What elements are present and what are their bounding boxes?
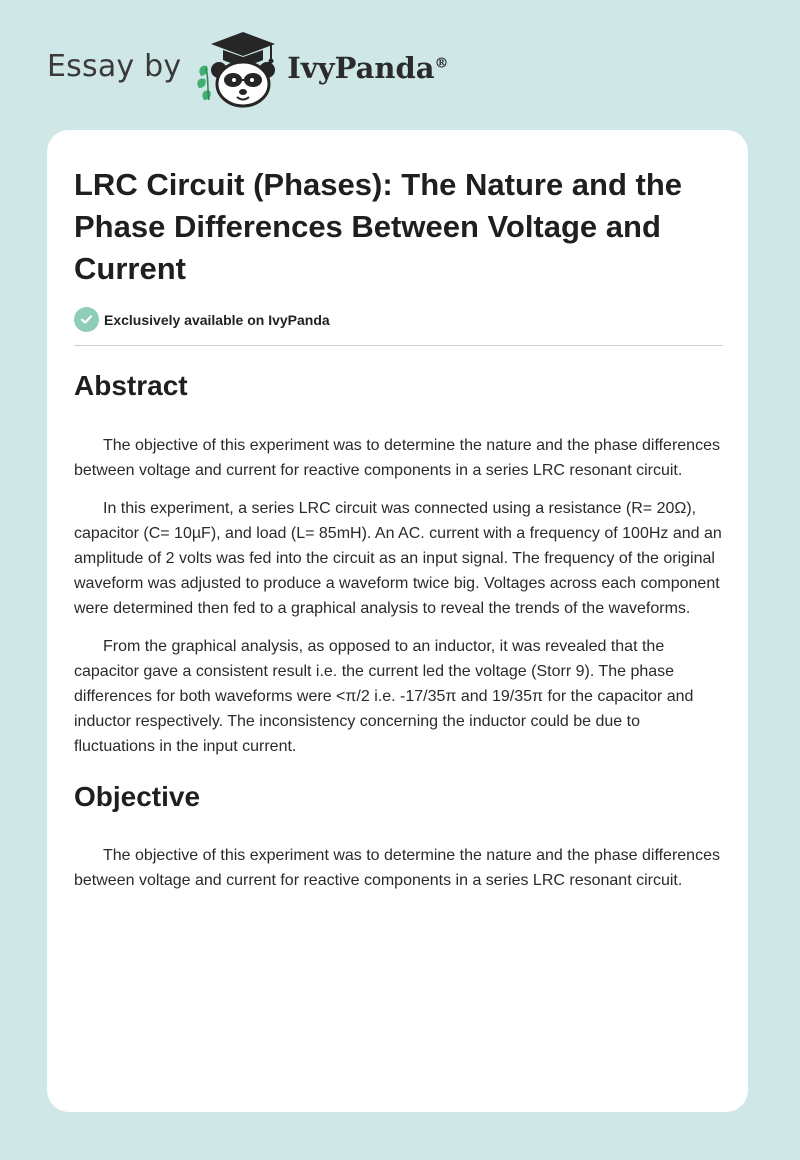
panda-logo-icon[interactable] [195, 30, 281, 110]
paragraph: The objective of this experiment was to determine the nature and the phase differences between voltage and current for reactive components in a series LRC resonant circuit. [74, 847, 720, 889]
site-header [47, 30, 449, 110]
paragraph: The objective of this experiment was to determine the nature and the phase differences between voltage and current for reactive components in a series LRC resonant circuit. [74, 437, 720, 479]
essay-by-label: Essay by [47, 48, 182, 84]
brand-name[interactable]: IvyPanda® [287, 51, 449, 85]
paragraph: In this experiment, a series LRC circuit was connected using a resistance (R= 20Ω), capacitor (C= 10µF), and load (L= 85mH). An AC. current with a frequency of 100Hz and an amplitude of 2 volts was fed into the circuit as an input signal. The frequency of the original waveform was adjusted to produce a waveform twice big. Voltages across each component were determined then fed to a graphical analysis to reveal the trends of the waveforms. [74, 500, 722, 617]
essay-content [74, 164, 723, 893]
exclusive-label: Exclusively available on IvyPanda [104, 311, 330, 328]
exclusive-badge [74, 307, 723, 332]
section-heading: Objective [74, 781, 201, 812]
section-objective [74, 779, 723, 893]
essay-card [47, 130, 748, 1112]
section-heading: Abstract [74, 370, 188, 401]
page-title: LRC Circuit (Phases): The Nature and the Phase Differences Between Voltage and Current [74, 167, 683, 286]
title-divider [74, 345, 723, 346]
check-icon [74, 307, 99, 332]
paragraph: From the graphical analysis, as opposed to an inductor, it was revealed that the capacitor gave a consistent result i.e. the current led the voltage (Storr 9). The phase differences for both waveforms were <π/2 i.e. -17/35π and 19/35π for the capacitor and inductor respectively. The inconsistency concerning the inductor could be due to fluctuations in the input current. [74, 638, 694, 755]
section-abstract [74, 368, 723, 759]
